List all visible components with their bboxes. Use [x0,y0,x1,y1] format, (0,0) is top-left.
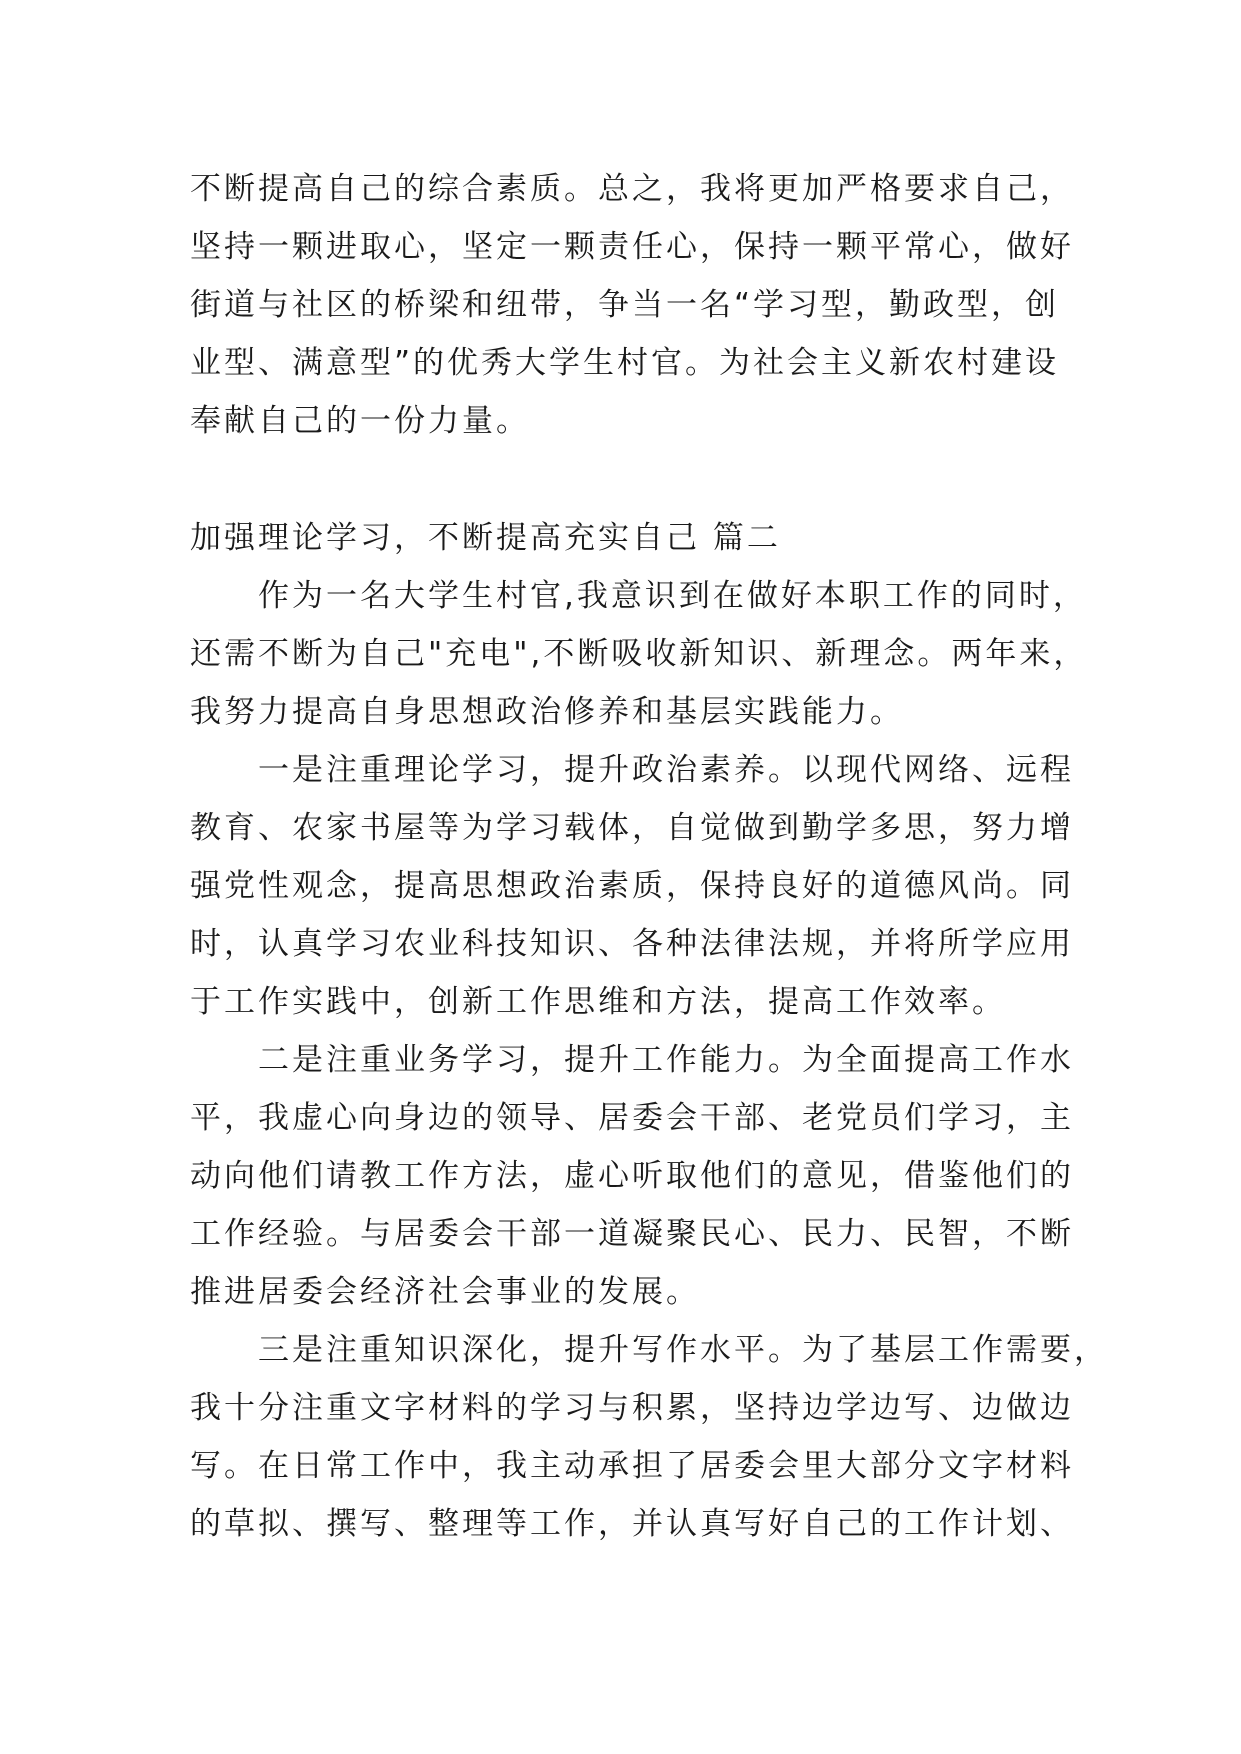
text-line: 教育、农家书屋等为学习载体，自觉做到勤学多思，努力增 [190,810,1074,846]
text-line: 工作经验。与居委会干部一道凝聚民心、民力、民智，不断 [190,1216,1074,1252]
text-line: 街道与社区的桥梁和纽带，争当一名“学习型，勤政型，创 [190,287,1060,323]
text-line: 一是注重理论学习，提升政治素养。以现代网络、远程 [258,752,1074,788]
previous-section-text [190,160,1074,450]
text-line: 强党性观念，提高思想政治素质，保持良好的道德风尚。同 [190,868,1074,904]
text-line: 还需不断为自己"充电",不断吸收新知识、新理念。两年来， [190,636,1088,672]
section-body [190,567,1108,1553]
text-line: 时，认真学习农业科技知识、各种法律法规，并将所学应用 [190,926,1074,962]
text-line: 写。在日常工作中，我主动承担了居委会里大部分文字材料 [190,1448,1074,1484]
text-line: 不断提高自己的综合素质。总之，我将更加严格要求自己， [190,171,1074,207]
text-line: 坚持一颗进取心，坚定一颗责任心，保持一颗平常心，做好 [190,229,1074,265]
text-line: 作为一名大学生村官,我意识到在做好本职工作的同时， [258,578,1087,614]
text-line: 的草拟、撰写、整理等工作，并认真写好自己的工作计划、 [190,1506,1074,1542]
text-line: 业型、满意型”的优秀大学生村官。为社会主义新农村建设 [190,345,1060,381]
text-line: 动向他们请教工作方法，虚心听取他们的意见，借鉴他们的 [190,1158,1074,1194]
section-heading: 加强理论学习，不断提高充实自己 篇二 [190,520,781,556]
text-line: 我十分注重文字材料的学习与积累，坚持边学边写、边做边 [190,1390,1074,1426]
text-line: 于工作实践中，创新工作思维和方法，提高工作效率。 [190,984,1006,1020]
text-line: 平，我虚心向身边的领导、居委会干部、老党员们学习，主 [190,1100,1074,1136]
text-line: 我努力提高自身思想政治修养和基层实践能力。 [190,694,904,730]
text-line: 奉献自己的一份力量。 [190,403,530,439]
text-line: 推进居委会经济社会事业的发展。 [190,1274,700,1310]
text-line: 二是注重业务学习，提升工作能力。为全面提高工作水 [258,1042,1074,1078]
text-line: 三是注重知识深化，提升写作水平。为了基层工作需要， [258,1332,1108,1368]
